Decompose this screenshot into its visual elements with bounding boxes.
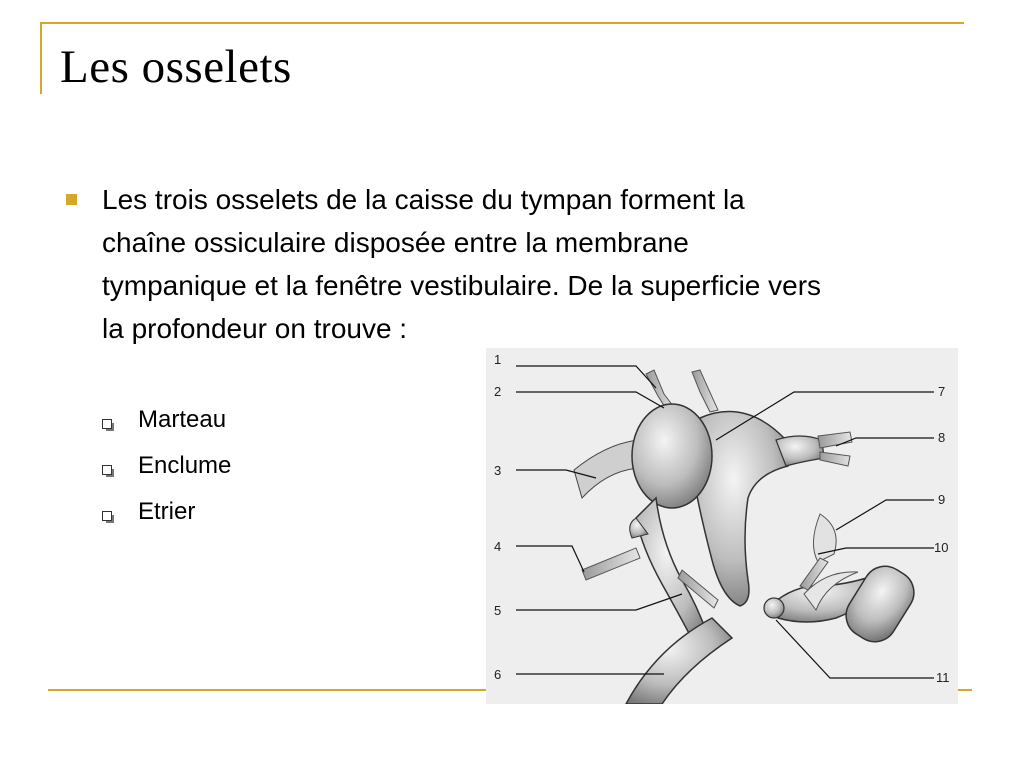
list-item-label: Enclume — [138, 452, 232, 479]
bullet-square-icon — [66, 194, 77, 205]
figure-label-5: 5 — [494, 603, 502, 618]
figure-label-7: 7 — [938, 384, 946, 399]
hollow-square-bullet-icon — [102, 419, 112, 429]
list-item-label: Marteau — [138, 406, 227, 433]
slide-title: Les osselets — [60, 41, 292, 93]
top-rule — [40, 22, 964, 24]
ossicles-illustration — [486, 348, 958, 704]
figure-label-11: 11 — [936, 670, 950, 685]
figure-label-2: 2 — [494, 384, 502, 399]
figure-label-8: 8 — [938, 430, 946, 445]
figure-label-6: 6 — [494, 667, 502, 682]
left-rule — [40, 22, 42, 94]
malleus-head — [632, 404, 712, 508]
figure-label-9: 9 — [938, 492, 946, 507]
ossicles-drawing — [486, 348, 958, 704]
figure-label-3: 3 — [494, 463, 502, 478]
figure-label-1: 1 — [494, 352, 502, 367]
hollow-square-bullet-icon — [102, 465, 112, 475]
main-bullet — [66, 178, 826, 350]
bullet-text: Les trois osselets de la caisse du tympan forment la chaîne ossiculaire disposée entre la membrane tympanique et la fenêtre vestibulaire. De la superficie vers la profondeur on trouve : — [102, 184, 822, 344]
lenticular-process — [764, 598, 784, 618]
figure-label-10: 10 — [934, 540, 949, 555]
hollow-square-bullet-icon — [102, 511, 112, 521]
figure-label-4: 4 — [494, 539, 502, 554]
list-item-label: Etrier — [138, 498, 196, 525]
